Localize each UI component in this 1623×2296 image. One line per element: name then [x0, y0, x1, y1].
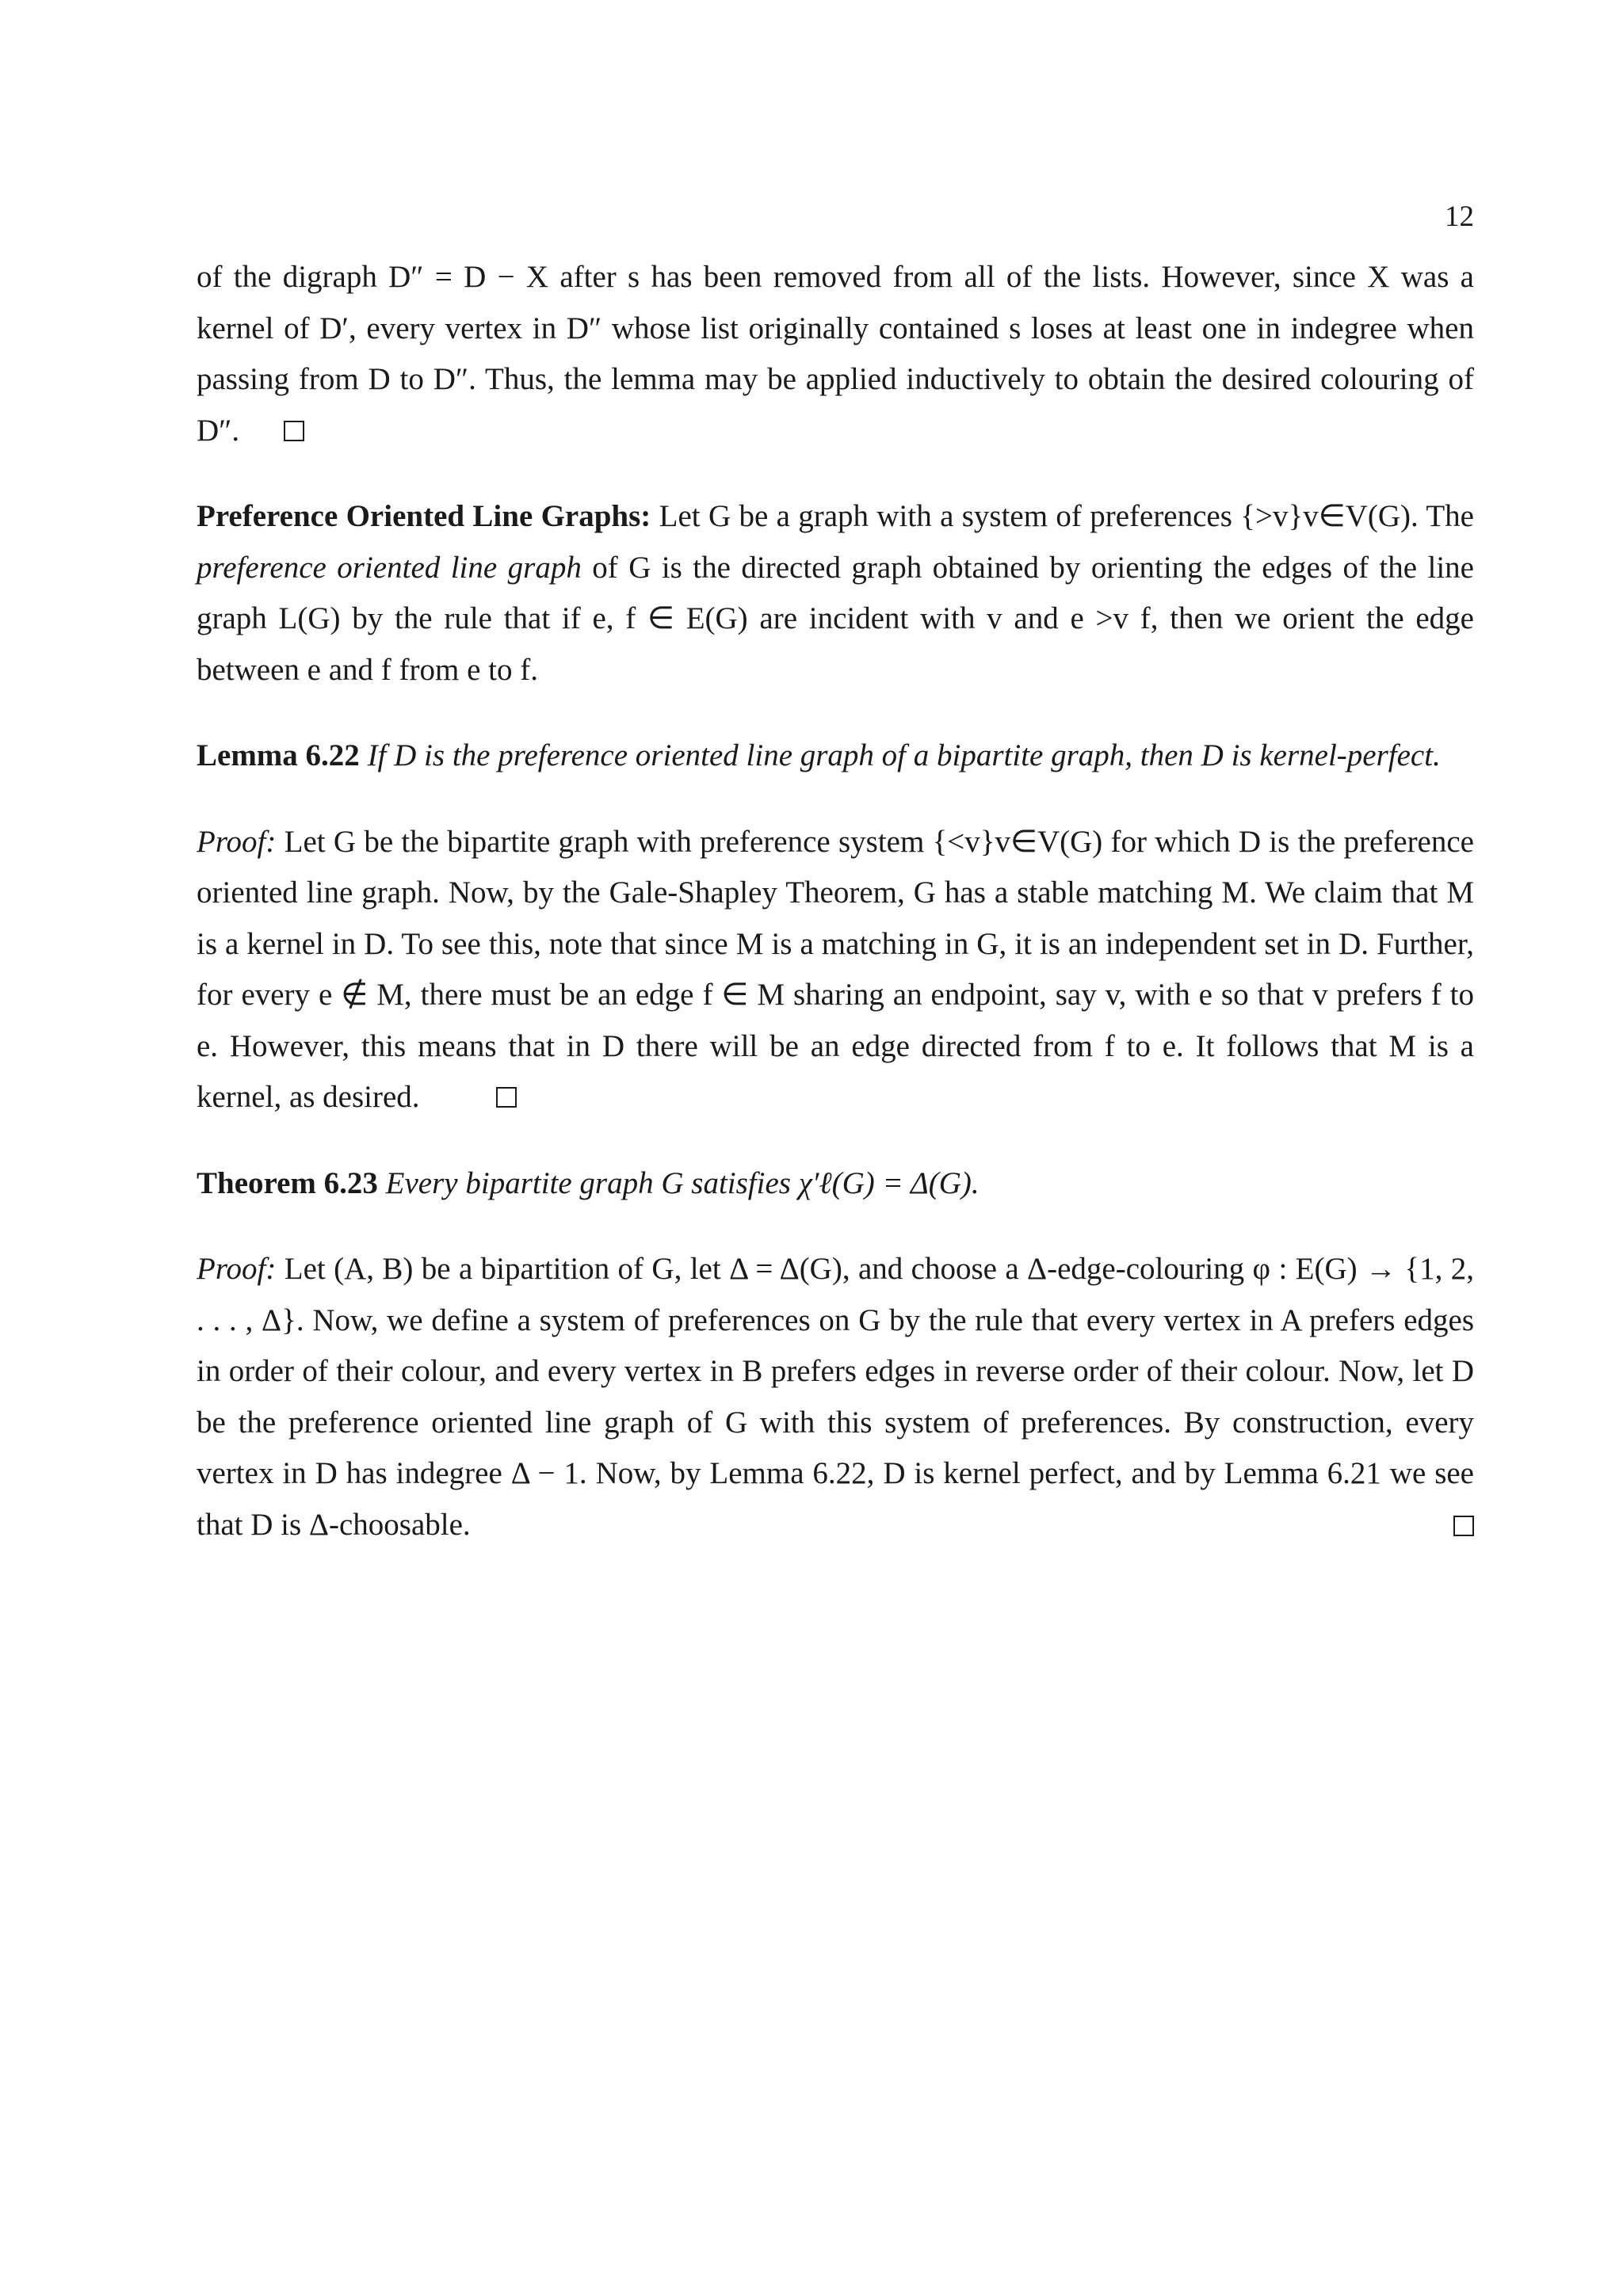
- page-body: [197, 252, 1474, 1550]
- qed-icon: [1453, 1516, 1474, 1536]
- theorem-proof-text: Let (A, B) be a bipartition of G, let Δ = Δ(G), and choose a Δ-edge-colouring φ : E(G) → {1, 2, . . . , Δ}. Now, we define a system of preferences on G by the rule that every vertex in A prefers edges in order of their colour, and every vertex in B prefers edges in reverse order of their colour. Now, let D be the preference oriented line graph of G with this system of preferences. By construction, every vertex in D has indegree Δ − 1. Now, by Lemma 6.22, D is kernel perfect, and by Lemma 6.21 we see that D is Δ-choosable.: [197, 1252, 1474, 1542]
- theorem-statement: Every bipartite graph G satisfies χ′ℓ(G) = Δ(G).: [385, 1165, 980, 1200]
- page-number: 12: [1445, 200, 1474, 233]
- theorem-paragraph: [197, 1158, 1474, 1210]
- definition-paragraph: [197, 491, 1474, 696]
- continuation-paragraph: [197, 252, 1474, 456]
- definition-text-after: of G is the directed graph obtained by orienting the edges of the line graph L(G) by the rule that if e, f ∈ E(G) are incident with v and e >v f, then we orient the edge between e and f from e to f.: [197, 550, 1474, 687]
- definition-term: preference oriented line graph: [197, 550, 582, 585]
- lemma-proof-text: Let G be the bipartite graph with preference system {<v}v∈V(G) for which D is the preference oriented line graph. Now, by the Gale-Shapley Theorem, G has a stable matching M. We claim that M is a kernel in D. To see this, note that since M is a matching in G, it is an independent set in D. Further, for every e ∉ M, there must be an edge f ∈ M sharing an endpoint, say v, with e so that v prefers f to e. However, this means that in D there will be an edge directed from f to e. It follows that M is a kernel, as desired.: [197, 824, 1474, 1114]
- theorem-proof-paragraph: [197, 1244, 1474, 1550]
- lemma-statement: If D is the preference oriented line graph of a bipartite graph, then D is kernel-perfect.: [367, 738, 1441, 772]
- qed-icon: [496, 1087, 517, 1108]
- lemma-proof-label: Proof:: [197, 824, 277, 859]
- definition-text-before: Let G be a graph with a system of preferences {>v}v∈V(G). The: [659, 499, 1474, 533]
- continuation-text: of the digraph D″ = D − X after s has been removed from all of the lists. However, since X was a kernel of D′, every vertex in D″ whose list originally contained s loses at least one in indegree when passing from D to D″. Thus, the lemma may be applied inductively to obtain the desired colouring of D″.: [197, 260, 1474, 448]
- theorem-label: Theorem 6.23: [197, 1165, 378, 1200]
- lemma-label: Lemma 6.22: [197, 738, 360, 772]
- lemma-proof-paragraph: [197, 817, 1474, 1123]
- definition-heading: Preference Oriented Line Graphs:: [197, 499, 651, 533]
- theorem-proof-label: Proof:: [197, 1252, 277, 1286]
- lemma-paragraph: [197, 730, 1474, 782]
- qed-icon: [284, 421, 304, 441]
